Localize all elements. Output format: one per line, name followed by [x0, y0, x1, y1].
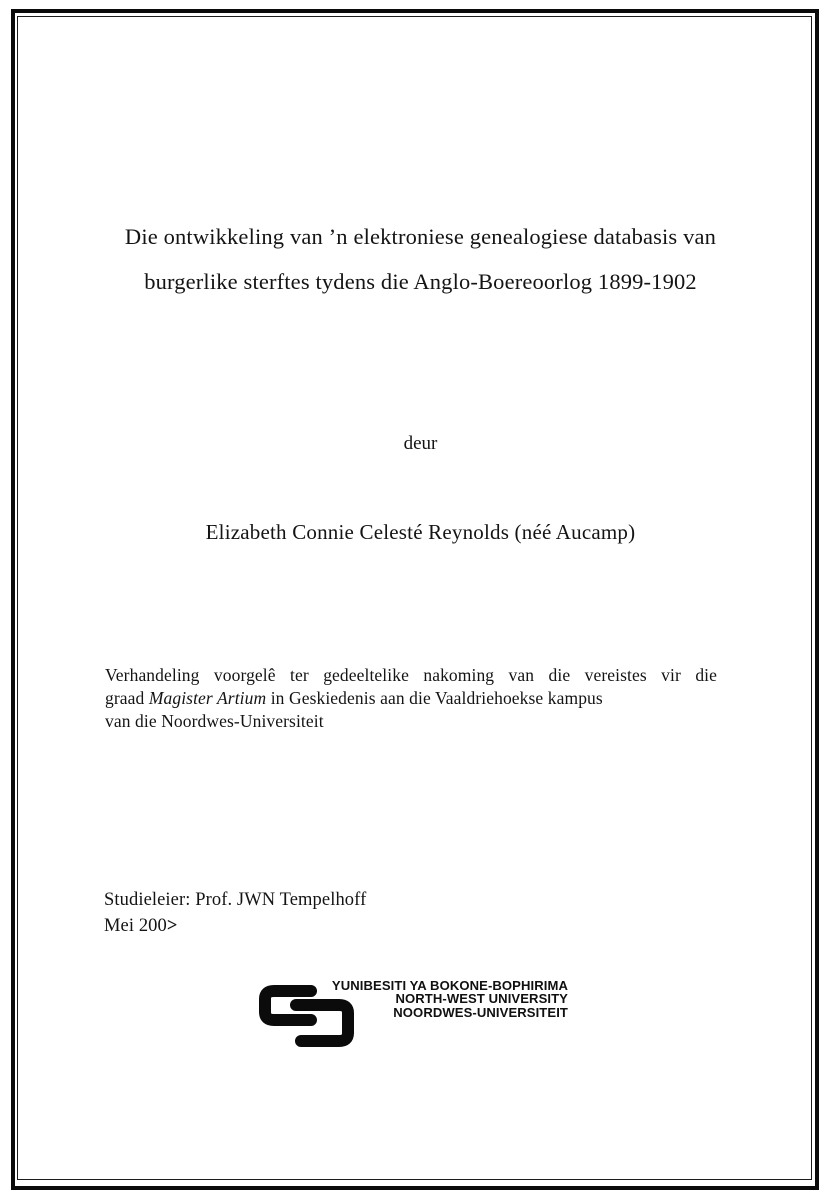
logo-text-setswana: YUNIBESITI YA BOKONE-BOPHIRIMA: [331, 978, 568, 993]
logo-text-english: NORTH-WEST UNIVERSITY: [395, 991, 568, 1007]
degree-declaration-line2: [105, 687, 717, 710]
author-name: Elizabeth Connie Celesté Reynolds (néé Aucamp): [205, 520, 636, 544]
degree-declaration-line1: Verhandeling voorgelê ter gedeeltelike nakoming van die vereistes vir die: [105, 665, 717, 685]
supervisor-line: Studieleier: Prof. JWN Tempelhoff: [104, 890, 367, 910]
university-logo-text: [319, 979, 568, 1019]
thesis-title-line1: Die ontwikkeling van ’n elektroniese genealogiese databasis van: [124, 224, 717, 249]
degree-declaration-line2-prefix: graad: [105, 688, 149, 708]
degree-name-italic: Magister Artium: [148, 688, 267, 708]
date-last-digit-glyph: >: [166, 915, 178, 937]
degree-declaration-line2-suffix: in Geskiedenis aan die Vaaldriehoekse kampus: [266, 688, 603, 708]
thesis-title-line2: burgerlike sterftes tydens die Anglo-Boereoorlog 1899-1902: [144, 269, 697, 294]
thesis-title: [80, 214, 761, 304]
date-line: [104, 913, 366, 939]
degree-declaration-line3: van die Noordwes-Universiteit: [105, 711, 324, 731]
date-text: Mei 200: [104, 916, 167, 936]
supervisor-block: [104, 887, 366, 939]
university-logo: [258, 979, 578, 1051]
degree-declaration: [105, 664, 717, 733]
logo-text-afrikaans: NOORDWES-UNIVERSITEIT: [393, 1004, 568, 1020]
byline-deur: deur: [403, 433, 438, 454]
